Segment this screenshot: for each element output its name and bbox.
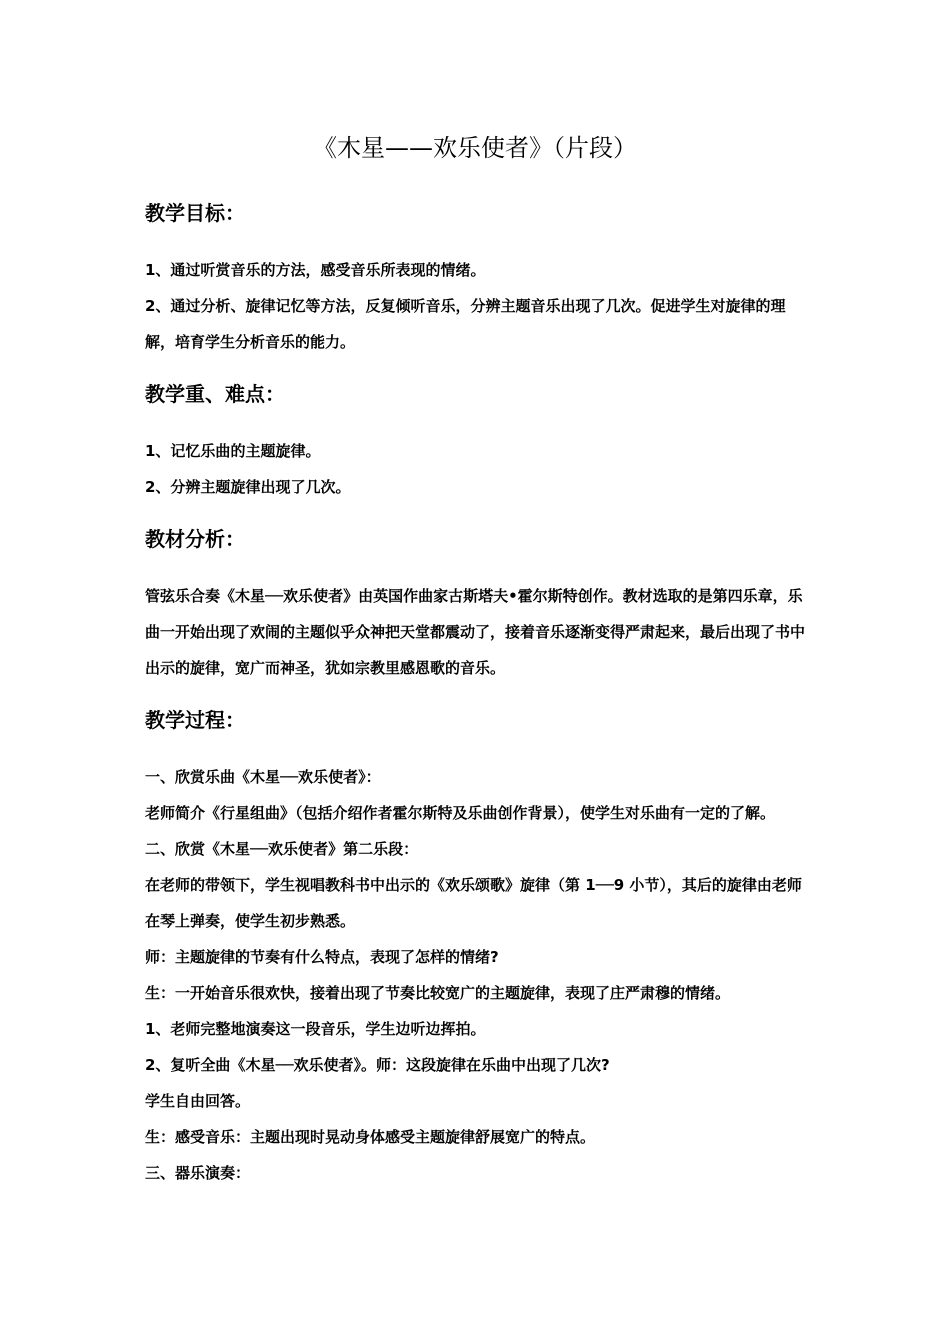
paragraph: 二、欣赏《木星──欢乐使者》第二乐段： — [145, 840, 419, 858]
document-body — [145, 192, 813, 1191]
paragraph: 1、老师完整地演奏这一段音乐，学生边听边挥拍。 — [145, 1020, 486, 1038]
section-heading: 教学过程： — [145, 708, 245, 732]
paragraph: 2、通过分析、旋律记忆等方法，反复倾听音乐，分辨主题音乐出现了几次。促进学生对旋律的理解，培育学生分析音乐的能力。 — [145, 297, 786, 351]
paragraph: 一、欣赏乐曲《木星──欢乐使者》： — [145, 768, 381, 786]
paragraph: 三、器乐演奏： — [145, 1164, 251, 1182]
paragraph: 老师简介《行星组曲》（包括介绍作者霍尔斯特及乐曲创作背景），使学生对乐曲有一定的了解。 — [145, 804, 776, 822]
paragraph: 1、记忆乐曲的主题旋律。 — [145, 442, 321, 460]
paragraph: 生：感受音乐：主题出现时晃动身体感受主题旋律舒展宽广的特点。 — [145, 1128, 596, 1146]
section-objectives — [145, 192, 813, 360]
section-process — [145, 699, 813, 1191]
section-heading: 教学目标： — [145, 201, 245, 225]
document-title: 《木星——欢乐使者》（片段） — [313, 134, 637, 162]
paragraph: 管弦乐合奏《木星──欢乐使者》由英国作曲家古斯塔夫•霍尔斯特创作。教材选取的是第四乐章，乐曲一开始出现了欢闹的主题似乎众神把天堂都震动了，接着音乐逐渐变得严肃起来，最后出现了书中出示的旋律，宽广而神圣，犹如宗教里感恩歌的音乐。 — [145, 587, 806, 677]
section-heading: 教学重、难点： — [145, 382, 285, 406]
section-analysis — [145, 518, 813, 686]
paragraph: 师：主题旋律的节奏有什么特点，表现了怎样的情绪? — [145, 948, 499, 966]
section-heading: 教材分析： — [145, 527, 245, 551]
paragraph: 生：一开始音乐很欢快，接着出现了节奏比较宽广的主题旋律，表现了庄严肃穆的情绪。 — [145, 984, 731, 1002]
section-key-points — [145, 373, 813, 505]
paragraph: 在老师的带领下，学生视唱教科书中出示的《欢乐颂歌》旋律（第 1──9 小节），其后的旋律由老师在琴上弹奏，使学生初步熟悉。 — [145, 876, 802, 930]
paragraph: 2、复听全曲《木星──欢乐使者》。师：这段旋律在乐曲中出现了几次? — [145, 1056, 610, 1074]
paragraph: 学生自由回答。 — [145, 1092, 251, 1110]
paragraph: 2、分辨主题旋律出现了几次。 — [145, 478, 351, 496]
paragraph: 1、通过听赏音乐的方法，感受音乐所表现的情绪。 — [145, 261, 486, 279]
